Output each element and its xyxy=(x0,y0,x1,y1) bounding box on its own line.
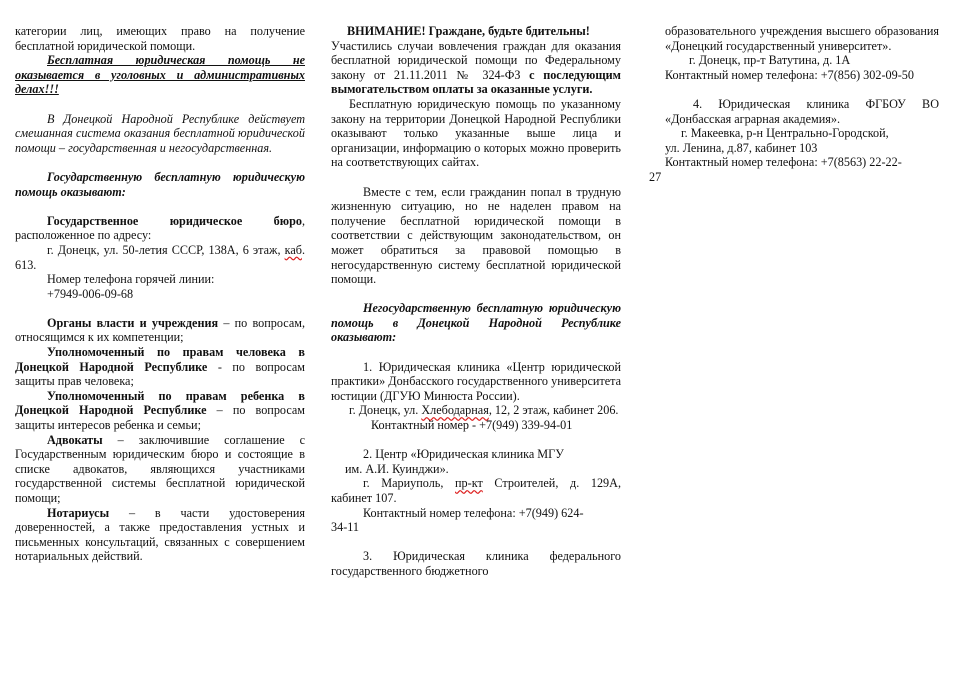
bureau-item xyxy=(15,214,305,243)
lawyers-title: Адвокаты xyxy=(47,432,103,447)
clinic-4-phone-line1: Контактный номер телефона: +7(8563) 22-22- xyxy=(665,155,902,170)
clinic-4-address-line1: г. Макеевка, р-н Центрально-Городской, xyxy=(681,126,889,141)
clinic-3-phone: Контактный номер телефона: +7(856) 302-09-50 xyxy=(665,67,914,82)
child-ombudsman-title: Уполномоченный по правам ребенка в Донецкой Народной Республике xyxy=(15,388,305,418)
child-ombudsman-item xyxy=(15,389,305,433)
clinic-1-address xyxy=(331,403,621,418)
clinic-2-phone-line1: Контактный номер телефона: +7(949) 624- xyxy=(363,505,584,520)
official-providers-text: Бесплатную юридическую помощь по указанному закону на территории Донецкой Народной Республики оказывают только указанные выше лица и организации, информацию о которых можно проверить на соответствующих сайтах. xyxy=(331,96,621,170)
authorities-item xyxy=(15,316,305,345)
clinic-4-phone-line2: 27 xyxy=(649,169,662,184)
column-middle xyxy=(331,24,621,579)
free-help-notice: Бесплатная юридическая помощь не оказывается в уголовных и административных делах!!! xyxy=(15,53,305,97)
hotline-number: +7949-006-09-68 xyxy=(47,286,134,301)
state-help-heading: Государственную бесплатную юридическую помощь оказывают: xyxy=(15,169,305,199)
notaries-title: Нотариусы xyxy=(47,505,110,520)
warning-emphasis: с последующим вымогательством оплаты за оказанные услуги. xyxy=(331,67,621,97)
notaries-rest: – в части удостоверения доверенностей, а также предоставления устных и письменных консультаций, связанных с совершением нотариальных действий. xyxy=(15,505,305,564)
bureau-title: Государственное юридическое бюро xyxy=(47,213,302,228)
column-right xyxy=(649,24,939,185)
mixed-system-text: В Донецкой Народной Республике действует смешанная система оказания бесплатной юридической помощи – государственная и негосударственная. xyxy=(15,111,305,155)
nonstate-help-heading: Негосударственную бесплатную юридическую помощь в Донецкой Народной Республике оказывают: xyxy=(331,301,621,345)
clinic-2-address-city: г. Мариуполь, xyxy=(363,476,456,491)
clinic-3-name-cont: образовательного учреждения высшего образования «Донецкий государственный университет». xyxy=(665,24,939,53)
bureau-address-room: . 613. xyxy=(15,242,305,272)
child-ombudsman-rest: – по вопросам защиты интересов ребенка и семьи; xyxy=(15,403,306,433)
ombudsman-title: Уполномоченный по правам человека в Донецкой Народной Республике xyxy=(15,345,305,374)
clinic-3-address: г. Донецк, пр-т Ватутина, д. 1А xyxy=(689,53,851,68)
clinic-2-address-pr: пр-кт xyxy=(455,476,483,491)
lawyers-item xyxy=(15,433,305,506)
clinic-4-address-line2: ул. Ленина, д.87, кабинет 103 xyxy=(665,140,818,155)
clinic-1-phone: Контактный номер - +7(949) 339-94-01 xyxy=(371,418,573,433)
bureau-rest: , расположенное по адресу: xyxy=(15,213,305,243)
ombudsman-rest: - по вопросам защиты прав человека; xyxy=(15,359,305,389)
bureau-address-line: г. Донецк, ул. 50-летия СССР, 138А, 6 этаж, xyxy=(47,242,281,257)
bureau-address-kab: каб xyxy=(284,242,302,257)
clinic-2-address xyxy=(331,476,621,505)
ombudsman-item xyxy=(15,345,305,389)
clinic-1-address-rest: , 12, 2 этаж, кабинет 206. xyxy=(488,403,619,418)
hotline-label: Номер телефона горячей линии: xyxy=(47,272,215,287)
warning-title: ВНИМАНИЕ! Граждане, будьте бдительны! xyxy=(347,24,590,38)
clinic-1-address-street: Хлебодарная xyxy=(421,403,489,418)
clinic-1-address-city: г. Донецк, ул. xyxy=(349,403,422,418)
clinic-4-name: 4. Юридическая клиника ФГБОУ ВО «Донбасская аграрная академия». xyxy=(665,96,939,126)
authorities-title: Органы власти и учреждения xyxy=(47,315,219,330)
clinic-3-name: 3. Юридическая клиника федерального государственного бюджетного xyxy=(331,549,621,578)
eligible-text: категории лиц, имеющих право на получение бесплатной юридической помощи. xyxy=(15,24,305,53)
hardship-text: Вместе с тем, если гражданин попал в трудную жизненную ситуацию, но не наделен правом на получение бесплатной юридической помощи в соответствии с действующим законодательством, он может обратиться за правовой помощью в негосударственную систему бесплатной юридической помощи. xyxy=(331,184,621,287)
authorities-rest: – по вопросам, относящимся к их компетенции; xyxy=(15,315,306,345)
clinic-2-address-rest: Строителей, д. 129А, кабинет 107. xyxy=(331,476,621,505)
clinic-2-phone-line2: 34-11 xyxy=(331,520,359,535)
bureau-address xyxy=(15,243,305,272)
clinic-1-name: 1. Юридическая клиника «Центр юридической практики» Донбасского государственного университета юстиции (ДГУЮ Минюста России). xyxy=(331,359,621,403)
clinic-2-name-line1: 2. Центр «Юридическая клиника МГУ xyxy=(363,447,564,462)
column-left xyxy=(15,24,305,564)
notaries-item xyxy=(15,506,305,564)
warning-text xyxy=(331,39,621,97)
lawyers-rest: – заключившие соглашение с Государственным юридическим бюро и состоящие в списке адвокатов, являющихся участниками государственной системы бесплатной юридической помощи; xyxy=(15,432,305,505)
clinic-2-name-line2: им. А.И. Куинджи». xyxy=(345,461,449,476)
warning-body: Участились случаи вовлечения граждан для оказания бесплатной юридической помощи по Федеральному закону от 21.11.2011 № 324-ФЗ xyxy=(331,38,621,82)
